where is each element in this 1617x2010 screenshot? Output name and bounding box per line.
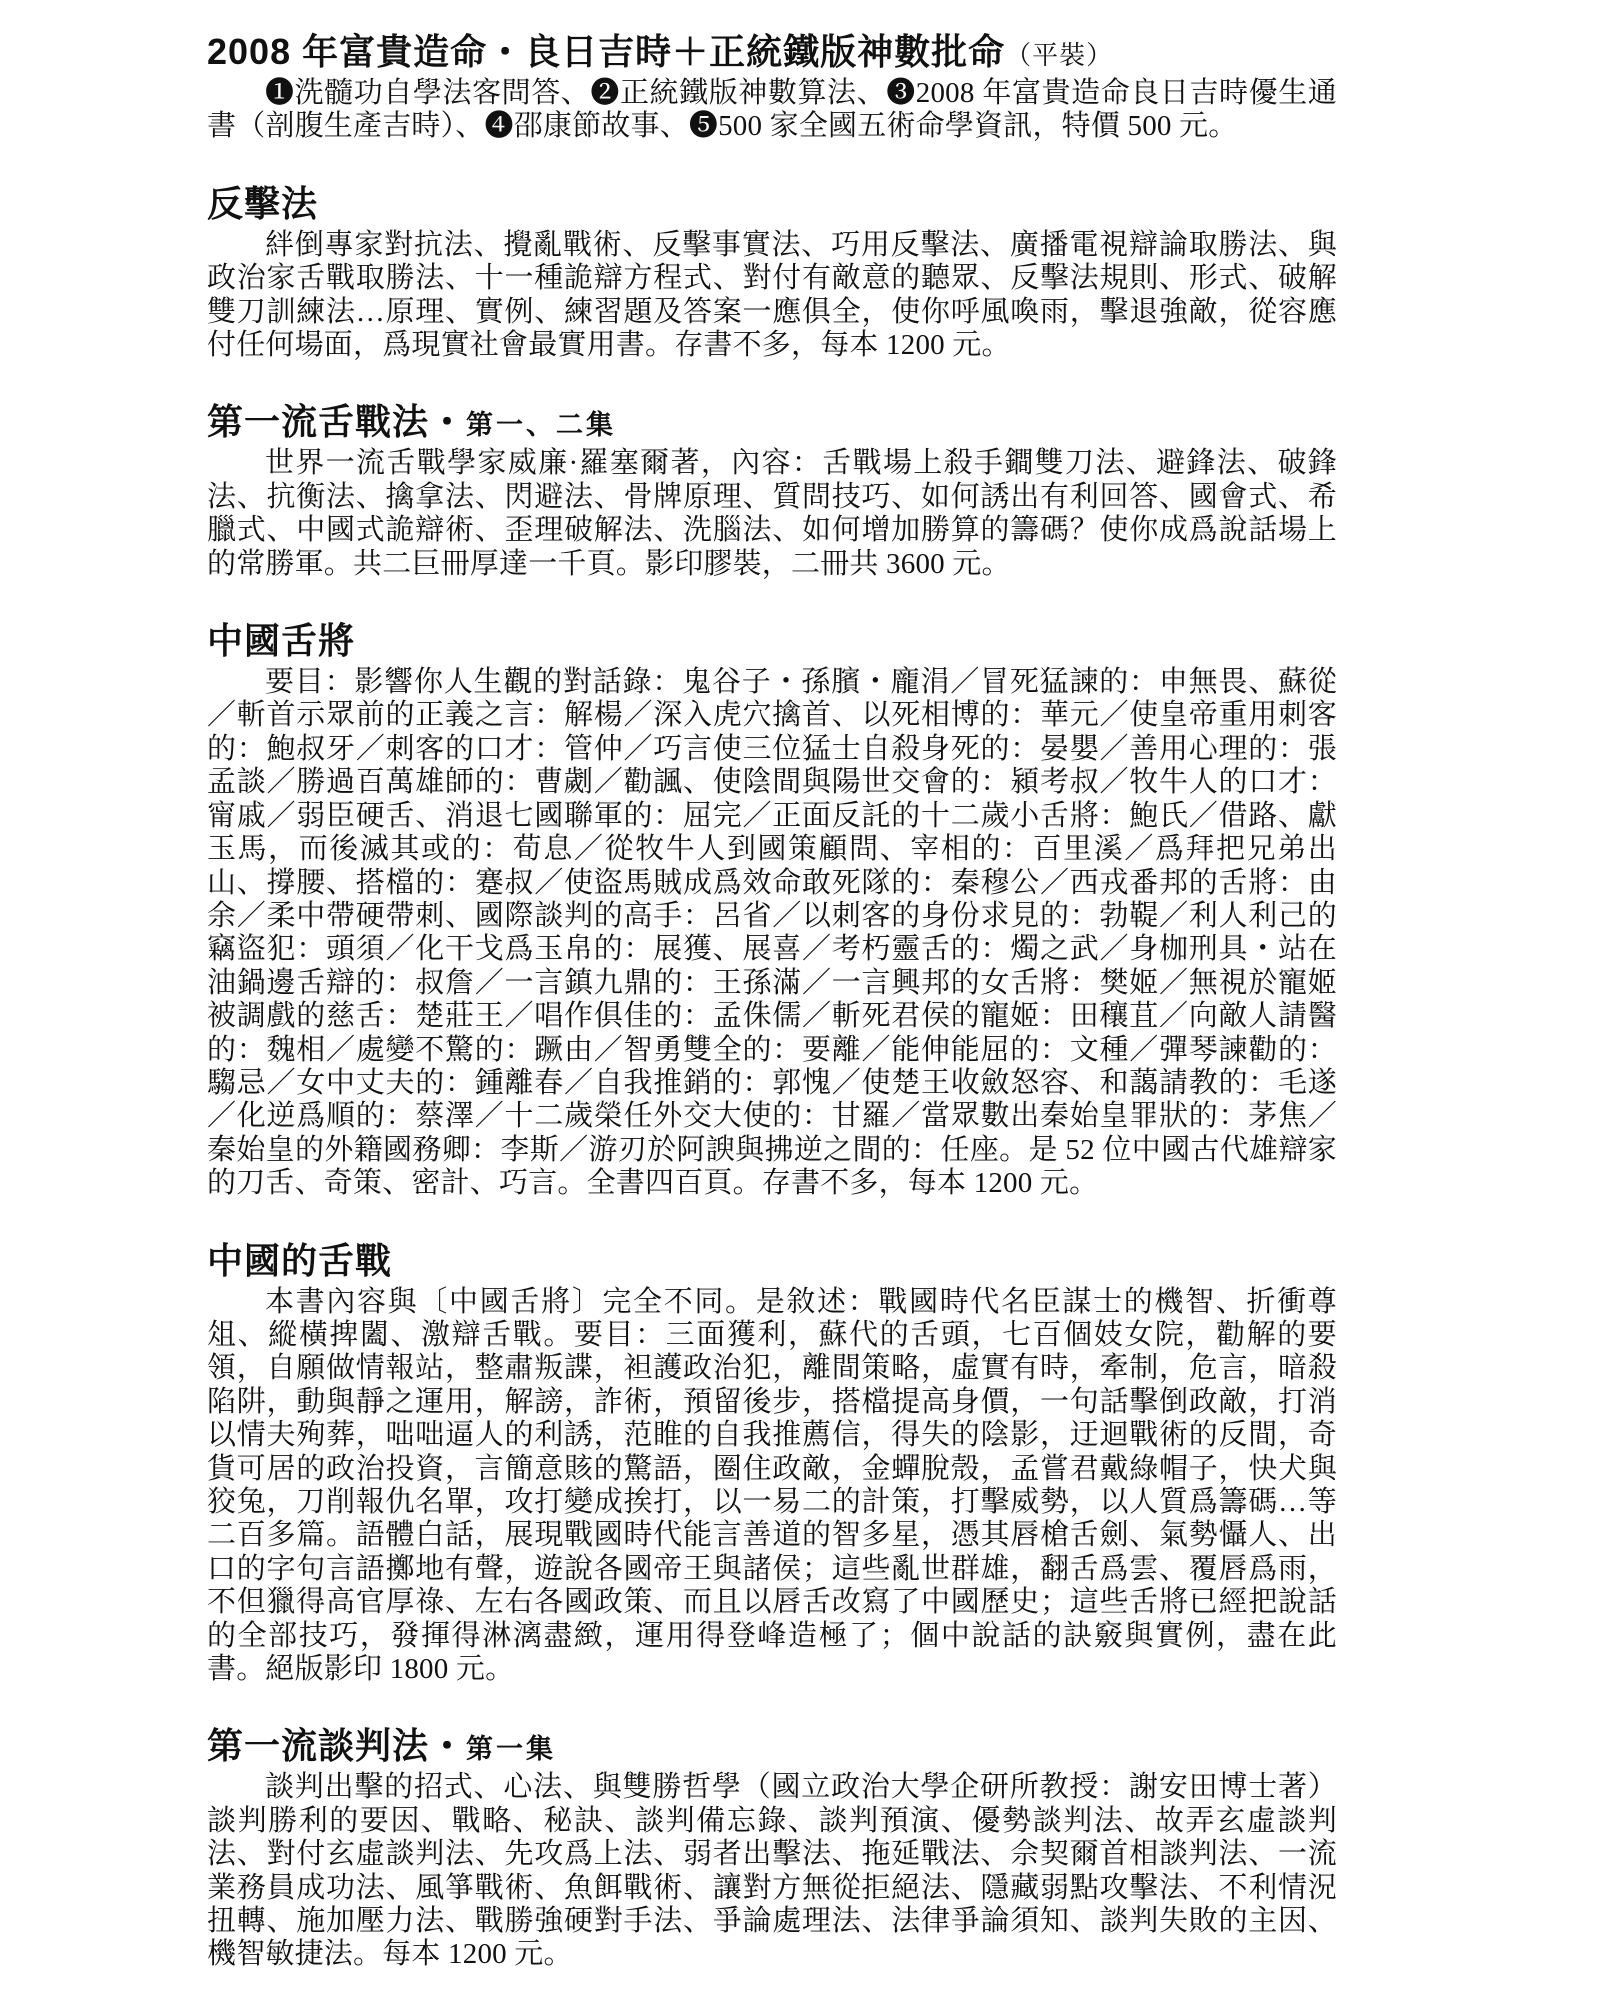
book-description: 絆倒專家對抗法、攪亂戰術、反擊事實法、巧用反擊法、廣播電視辯論取勝法、與政治家舌戰取勝法、十一種詭辯方程式、對付有敵意的聽眾、反擊法規則、形式、破解雙刀訓練法…原理、實例、練習題及答案一應俱全，使你呼風喚雨，擊退強敵，從容應付任何場面，爲現實社會最實用書。存書不多，每本 1200 元。 xyxy=(207,228,1337,362)
book-title-text: 第一流舌戰法・ xyxy=(207,401,467,443)
catalog-page xyxy=(207,30,1337,2010)
book-title-text: 第一流談判法・ xyxy=(207,1725,467,1767)
book-title-text: 反擊法 xyxy=(207,182,319,224)
book-description: ❶洗髓功自學法客問答、❷正統鐵版神數算法、❸2008 年富貴造命良日吉時優生通書（剖腹生產吉時）、❹邵康節故事、❺500 家全國五術命學資訊，特價 500 元。 xyxy=(207,77,1337,143)
book-entry-chinese-debate xyxy=(207,1239,1337,1687)
book-entry-debate-method xyxy=(207,400,1337,581)
book-description: 本書內容與〔中國舌將〕完全不同。是敘述：戰國時代名臣謀士的機智、折衝尊俎、縱橫捭闔、激辯舌戰。要目：三面獲利，蘇代的舌頭，七百個妓女院，勸解的要領，自願做情報站，整肅叛諜，袒護政治犯，離間策略，虛實有時，牽制，危言，暗殺陷阱，動與靜之運用，解謗，詐術，預留後步，搭檔提高身價，一句話擊倒政敵，打消以情夫殉葬，咄咄逼人的利誘，范睢的自我推薦信，得失的陰影，迂迴戰術的反間，奇貨可居的政治投資，言簡意賅的驚語，圈住政敵，金蟬脫殼，孟嘗君戴綠帽子，快犬與狡兔，刀削報仇名單，攻打變成挨打，以一易二的計策，打擊威勢，以人質爲籌碼…等二百多篇。語體白話，展現戰國時代能言善道的智多星，憑其唇槍舌劍、氣勢懾人、出口的字句言語擲地有聲，遊說各國帝王與諸侯；這些亂世群雄，翻舌爲雲、覆唇爲雨，不但獵得高官厚祿、左右各國政策、而且以唇舌改寫了中國歷史；這些舌將已經把說話的全部技巧，發揮得淋漓盡緻，運用得登峰造極了；個中說話的訣竅與實例，盡在此書。絕版影印 1800 元。 xyxy=(207,1285,1337,1686)
book-title-text: 中國舌將 xyxy=(207,620,356,662)
book-title xyxy=(207,619,1337,666)
book-title-text: 2008 年富貴造命・良日吉時＋正統鐵版神數批命 xyxy=(207,31,1006,72)
book-title xyxy=(207,182,1337,229)
book-title-text: 中國的舌戰 xyxy=(207,1239,393,1281)
book-description: 世界一流舌戰學家威廉·羅塞爾著，內容：舌戰場上殺手鐧雙刀法、避鋒法、破鋒法、抗衡法、擒拿法、閃避法、骨牌原理、質問技巧、如何誘出有利回答、國會式、希臘式、中國式詭辯術、歪理破解法、洗腦法、如何增加勝算的籌碼？使你成爲說話場上的常勝軍。共二巨冊厚達一千頁。影印膠裝，二冊共 3600 元。 xyxy=(207,447,1337,580)
book-entry-counterattack xyxy=(207,182,1337,363)
book-title-suffix: （平裝） xyxy=(1005,40,1114,70)
book-title-suffix: 第一集 xyxy=(466,1734,557,1765)
book-entry-negotiation xyxy=(207,1724,1337,1971)
book-description: 要目：影響你人生觀的對話錄：鬼谷子・孫臏・龐涓／冒死猛諫的：申無畏、蘇從／斬首示眾前的正義之言：解楊／深入虎穴擒首、以死相博的：華元／使皇帝重用刺客的：鮑叔牙／刺客的口才：管仲／巧言使三位猛士自殺身死的：晏嬰／善用心理的：張孟談／勝過百萬雄師的：曹劌／勸諷、使陰間與陽世交會的：潁考叔／牧牛人的口才：甯戚／弱臣硬舌、消退七國聯軍的：屈完／正面反託的十二歲小舌將：鮑氏／借路、獻玉馬，而後滅其或的：荀息／從牧牛人到國策顧問、宰相的：百里溪／爲拜把兄弟出山、撐腰、搭檔的：蹇叔／使盜馬賊成爲效命敢死隊的：秦穆公／西戎番邦的舌將：由余／柔中帶硬帶刺、國際談判的高手：呂省／以刺客的身份求見的：勃鞮／利人利己的竊盜犯：頭須／化干戈爲玉帛的：展獲、展喜／考朽靈舌的：燭之武／身枷刑具・站在油鍋邊舌辯的：叔詹／一言鎮九鼎的：王孫滿／一言興邦的女舌將：樊姬／無視於寵姬被調戲的慈舌：楚莊王／唱作俱佳的：孟侏儒／斬死君侯的寵姬：田穰苴／向敵人請醫的：魏相／處變不驚的：蹶由／智勇雙全的：要離／能伸能屈的：文種／彈琴諫勸的：騶忌／女中丈夫的：鍾離春／自我推銷的：郭愧／使楚王收斂怒容、和藹請教的：毛遂／化逆爲順的：蔡澤／十二歲榮任外交大使的：甘羅／當眾數出秦始皇罪狀的：茅焦／秦始皇的外籍國務卿：李斯／游刃於阿諛與拂逆之間的：任座。是 52 位中國古代雄辯家的刀舌、奇策、密計、巧言。全書四百頁。存書不多，每本 1200 元。 xyxy=(207,666,1337,1200)
book-entry-chinese-orators xyxy=(207,619,1337,1201)
book-title xyxy=(207,400,1337,447)
book-title-suffix: 第一、二集 xyxy=(466,410,617,441)
book-entry-2008-fate xyxy=(207,30,1337,144)
book-description: 談判出擊的招式、心法、與雙勝哲學（國立政治大學企研所教授：謝安田博士著）談判勝利的要因、戰略、秘訣、談判備忘錄、談判預演、優勢談判法、故弄玄虛談判法、對付玄虛談判法、先攻爲上法、弱者出擊法、拖延戰法、佘契爾首相談判法、一流業務員成功法、風箏戰術、魚餌戰術、讓對方無從拒絕法、隱藏弱點攻擊法、不利情況扭轉、施加壓力法、戰勝強硬對手法、爭論處理法、法律爭論須知、談判失敗的主因、機智敏捷法。每本 1200 元。 xyxy=(207,1771,1337,1971)
book-title xyxy=(207,30,1337,77)
book-title xyxy=(207,1239,1337,1286)
book-title xyxy=(207,1724,1337,1771)
